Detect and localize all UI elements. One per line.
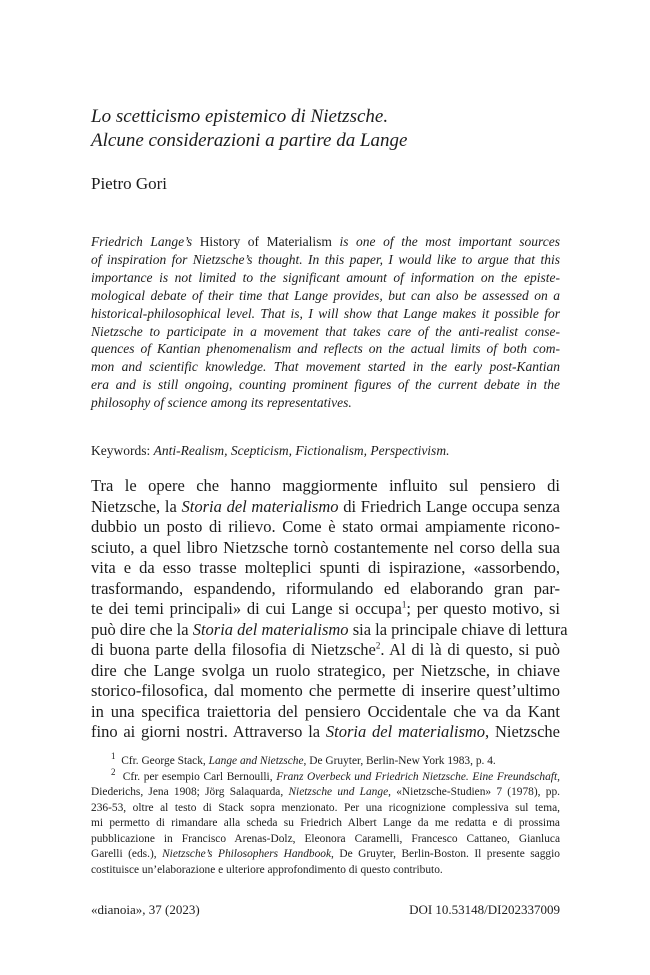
body-line: in una specifica traiettoria del pensiero Occidentale che va da Kant [91,701,560,721]
work-title: Storia del materialismo [325,722,486,741]
footnote-line: pubblicazione in Francisco Arenas-Dolz, Eleonora Caramelli, Francesco Cattaneo, Gianluca [91,832,560,845]
abstract-line [91,305,560,323]
text: Diederichs, Jena 1908; Jörg Salaquarda, [91,786,289,798]
text: , De Gruyter, Berlin-Boston. Il presente saggio [331,848,560,860]
footnote-number: 1 [111,751,116,762]
work-title: Storia del materialismo [192,619,349,639]
abstract-text: philosophy of science among its representatives. [91,395,352,411]
abstract [91,233,560,412]
body-line: dubbio un posto di rilievo. Come è stato ormai ampiamente ricono- [91,517,560,536]
text: te dei temi principali» di cui Lange si occupa [91,599,402,618]
abstract-line [91,323,560,341]
keywords-terms: Anti-Realism, Scepticism, Fictionalism, Perspectivism. [153,443,450,458]
body-line: Tra le opere che hanno maggiormente influito sul pensiero di [91,476,560,495]
work-title: Nietzsche’s Philosophers Handbook [162,848,332,860]
body-line: sciuto, a quel libro Nietzsche tornò costantemente nel corso della sua [91,537,560,557]
abstract-line [91,358,560,376]
abstract-text: importance is not limited to the significant amount of information on the episte- [91,269,560,285]
abstract-line [91,340,560,358]
text: di buona parte della filosofia di Nietzsche [91,640,376,659]
abstract-text: quences of Kantian phenomenalism and reflects on the actual limits of both com- [91,341,560,357]
article-title [91,105,571,153]
work-title: Lange and Nietzsche [208,755,304,767]
body-line: dire che Lange svolga un ruolo strategico, per Nietzsche, in chiave [91,660,560,680]
body-line [91,599,560,620]
abstract-text: historical-philosophical level. That is, I will show that Lange makes it possible for [91,305,560,321]
text: Garelli (eds.), [91,848,163,860]
doi[interactable]: DOI 10.53148/DI202337009 [409,902,560,917]
abstract-line [91,287,560,305]
abstract-text: era and is still ongoing, counting prominent figures of the current debate in the [91,377,560,393]
abstract-text: mological debate of their time that Lange provides, but can also be assessed on a [91,287,560,303]
footnote-number: 2 [111,766,116,777]
footnote-line: costituisce un’elaborazione e ulteriore approfondimento di questo contributo. [91,863,443,876]
body-line: storico-filosofica, dal momento che permette di inserire quest’ultimo [91,681,560,700]
text: di Friedrich Lange occupa senza [338,496,560,516]
work-title: Nietzsche und Lange [288,786,389,798]
abstract-text: Nietzsche to participate in a movement that takes care of the anti-realist conse- [91,323,560,339]
body-line [91,722,560,743]
text: può dire che la [91,619,193,639]
footnote-line [91,785,560,801]
title-line-2: Alcune considerazioni a partire da Lange [91,130,408,151]
text: sia la principale chiave di lettura [348,619,568,639]
text: Nietzsche, la [91,496,182,516]
author-name: Pietro Gori [91,174,168,193]
journal-citation: «dianoia», 37 (2023) [91,902,200,917]
footnote-1 [91,751,560,770]
text: , «Nietzsche-Studien» 7 (1978), pp. [388,786,560,798]
body-line: trasformando, espandendo, riformulando ed elaborando gran par- [91,578,560,598]
text: . Al di là di questo, si può [380,640,560,659]
work-title: Storia del materialismo [181,496,339,516]
text: fino ai giorni nostri. Attraverso la [91,722,326,741]
body-line: vita e da esso trasse molteplici spunti di ispirazione, «assorbendo, [91,558,560,577]
title-line-1: Lo scetticismo epistemico di Nietzsche. [91,106,389,127]
abstract-work-title: History of Materialism [199,234,332,249]
text: Cfr. per esempio Carl Bernoulli, [122,770,277,783]
abstract-line [91,251,560,269]
abstract-line [91,233,560,251]
abstract-text: of inspiration for Nietzsche’s thought. In this paper, I would like to argue that this [91,251,560,267]
footnote-ref[interactable]: 2 [375,640,381,651]
abstract-text: is one of the most important sources [331,234,560,249]
body-line [91,497,560,518]
footnote-line: 236-53, oltre al testo di Stack sopra menzionato. Per una ricognizione complessiva sul tema, [91,801,560,814]
abstract-line [91,376,560,394]
text: ; per questo motivo, si [406,599,560,618]
work-title: Franz Overbeck und Friedrich Nietzsche. Eine Freundschaft [276,770,558,783]
keywords-label: Keywords: [91,443,154,458]
text: , [557,770,560,783]
body-line [91,640,560,661]
footnote-2 [91,766,560,786]
abstract-line [91,394,560,412]
footnotes [91,751,560,878]
text: , Nietzsche [485,722,560,741]
footnote-ref[interactable]: 1 [401,599,407,610]
footnote-line: mi permetto di rimandare alla scheda su Friedrich Albert Lange da me redatta e di prossima [91,817,560,829]
abstract-text: mon and scientific knowledge. That movement started in the early post-Kantian [91,359,560,375]
body-text [91,476,568,743]
keywords [91,442,561,460]
body-line [91,619,568,641]
text: Cfr. George Stack, [121,755,209,767]
text: , De Gruyter, Berlin-New York 1983, p. 4. [303,755,496,767]
abstract-text: Friedrich Lange’s [91,234,200,249]
footnote-line [91,847,560,863]
abstract-line [91,269,560,287]
